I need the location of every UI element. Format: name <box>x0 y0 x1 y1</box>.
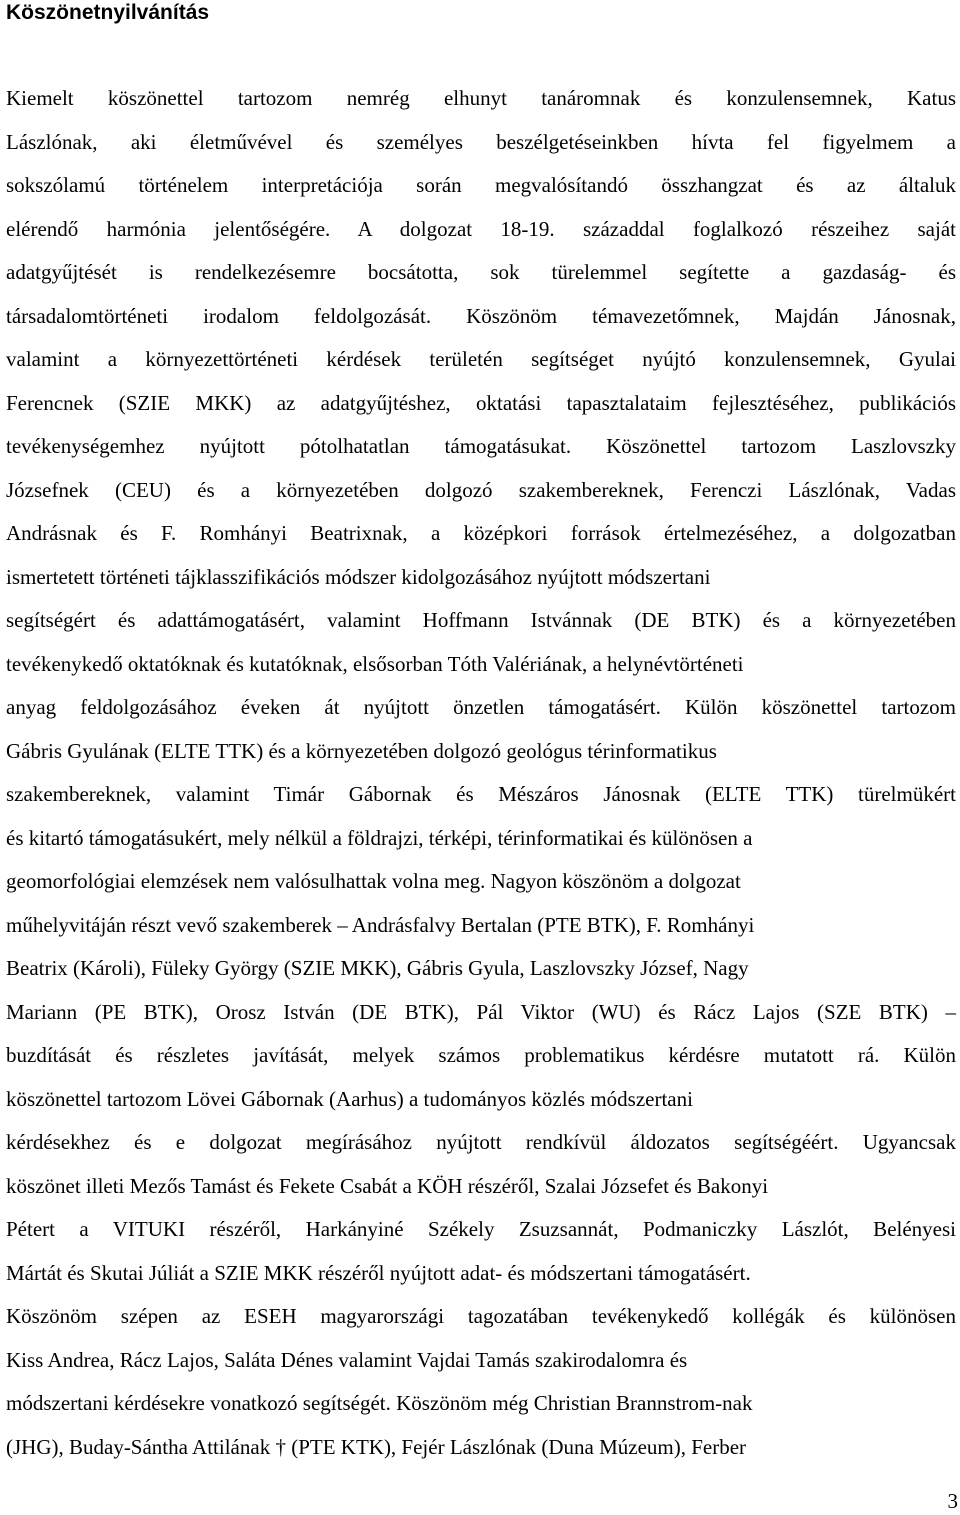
text-line: elérendő harmónia jelentőségére. A dolgozat 18-19. századdal foglalkozó részeihez saját <box>6 216 956 241</box>
text-line: Andrásnak és F. Romhányi Beatrixnak, a középkori források értelmezéséhez, a dolgozatban <box>6 521 956 545</box>
text-line: köszönettel tartozom Lövei Gábornak (Aarhus) a tudományos közlés módszertani <box>6 1086 693 1111</box>
text-line: geomorfológiai elemzések nem valósulhattak volna meg. Nagyon köszönöm a dolgozat <box>6 869 741 893</box>
text-line: Józsefnek (CEU) és a környezetében dolgozó szakembereknek, Ferenczi Lászlónak, Vadas <box>6 477 956 502</box>
text-line: Beatrix (Károli), Füleky György (SZIE MKK), Gábris Gyula, Laszlovszky József, Nagy <box>6 956 749 980</box>
text-line: Pétert a VITUKI részéről, Harkányiné Székely Zsuzsannát, Podmaniczky Lászlót, Belényesi <box>6 1217 956 1241</box>
text-line: buzdítását és részletes javítását, melyek számos problematikus kérdésre mutatott rá. Külön <box>6 1043 956 1067</box>
text-line: Lászlónak, aki életművével és személyes beszélgetéseinkben hívta fel figyelmem a <box>6 129 956 154</box>
text-line: Gábris Gyulának (ELTE TTK) és a környezetében dolgozó geológus térinformatikus <box>6 738 717 763</box>
text-line: Mariann (PE BTK), Orosz István (DE BTK), Pál Viktor (WU) és Rácz Lajos (SZE BTK) – <box>6 999 956 1024</box>
text-line: (JHG), Buday-Sántha Attilának † (PTE KTK), Fejér Lászlónak (Duna Múzeum), Ferber <box>6 1434 747 1459</box>
text-line: köszönet illeti Mezős Tamást és Fekete Csabát a KÖH részéről, Szalai Józsefet és Bakonyi <box>6 1173 769 1198</box>
text-line: Kiss Andrea, Rácz Lajos, Saláta Dénes valamint Vajdai Tamás szakirodalomra és <box>6 1347 688 1372</box>
text-line: ismertetett történeti tájklasszifikációs módszer kidolgozásához nyújtott módszertani <box>6 564 711 589</box>
text-line: anyag feldolgozásához éveken át nyújtott önzetlen támogatásért. Külön köszönettel tartozom <box>6 695 956 719</box>
text-line: Kiemelt köszönettel tartozom nemrég elhunyt tanáromnak és konzulensemnek, Katus <box>6 86 956 110</box>
text-line: tevékenységemhez nyújtott pótolhatatlan támogatásukat. Köszönettel tartozom Laszlovszky <box>6 434 956 458</box>
text-line: tevékenykedő oktatóknak és kutatóknak, elsősorban Tóth Valériának, a helynévtörténeti <box>6 651 744 676</box>
text-line: segítségért és adattámogatásért, valamint Hoffmann Istvánnak (DE BTK) és a környezetében <box>6 608 956 632</box>
text-line: szakembereknek, valamint Timár Gábornak és Mészáros Jánosnak (ELTE TTK) türelmükért <box>6 782 956 806</box>
text-line: Mártát és Skutai Júliát a SZIE MKK részéről nyújtott adat- és módszertani támogatásért. <box>6 1260 751 1285</box>
page-title: Köszönetnyilvánítás <box>6 1 210 24</box>
text-line: adatgyűjtését is rendelkezésemre bocsátotta, sok türelemmel segítette a gazdaság- és <box>6 260 956 284</box>
text-line: Ferencnek (SZIE MKK) az adatgyűjtéshez, oktatási tapasztalataim fejlesztéséhez, publikációs <box>6 390 956 415</box>
text-line: társadalomtörténeti irodalom feldolgozását. Köszönöm témavezetőmnek, Majdán Jánosnak, <box>6 303 956 328</box>
text-line: és kitartó támogatásukért, mely nélkül a földrajzi, térképi, térinformatikai és különösen a <box>6 825 753 850</box>
text-line: módszertani kérdésekre vonatkozó segítségét. Köszönöm még Christian Brannstrom-nak <box>6 1391 753 1415</box>
text-line: kérdésekhez és e dolgozat megírásához nyújtott rendkívül áldozatos segítségéért. Ugyancsak <box>6 1130 956 1154</box>
text-line: Köszönöm szépen az ESEH magyarországi tagozatában tevékenykedő kollégák és különösen <box>6 1304 956 1328</box>
page-number: 3 <box>947 1489 958 1513</box>
text-line: valamint a környezettörténeti kérdések területén segítséget nyújtó konzulensemnek, Gyulai <box>6 347 956 371</box>
text-line: műhelyvitáján részt vevő szakemberek – Andrásfalvy Bertalan (PTE BTK), F. Romhányi <box>6 912 755 937</box>
text-line: sokszólamú történelem interpretációja során megvalósítandó összhangzat és az általuk <box>6 173 956 197</box>
acknowledgement-paragraph <box>6 77 956 1469</box>
